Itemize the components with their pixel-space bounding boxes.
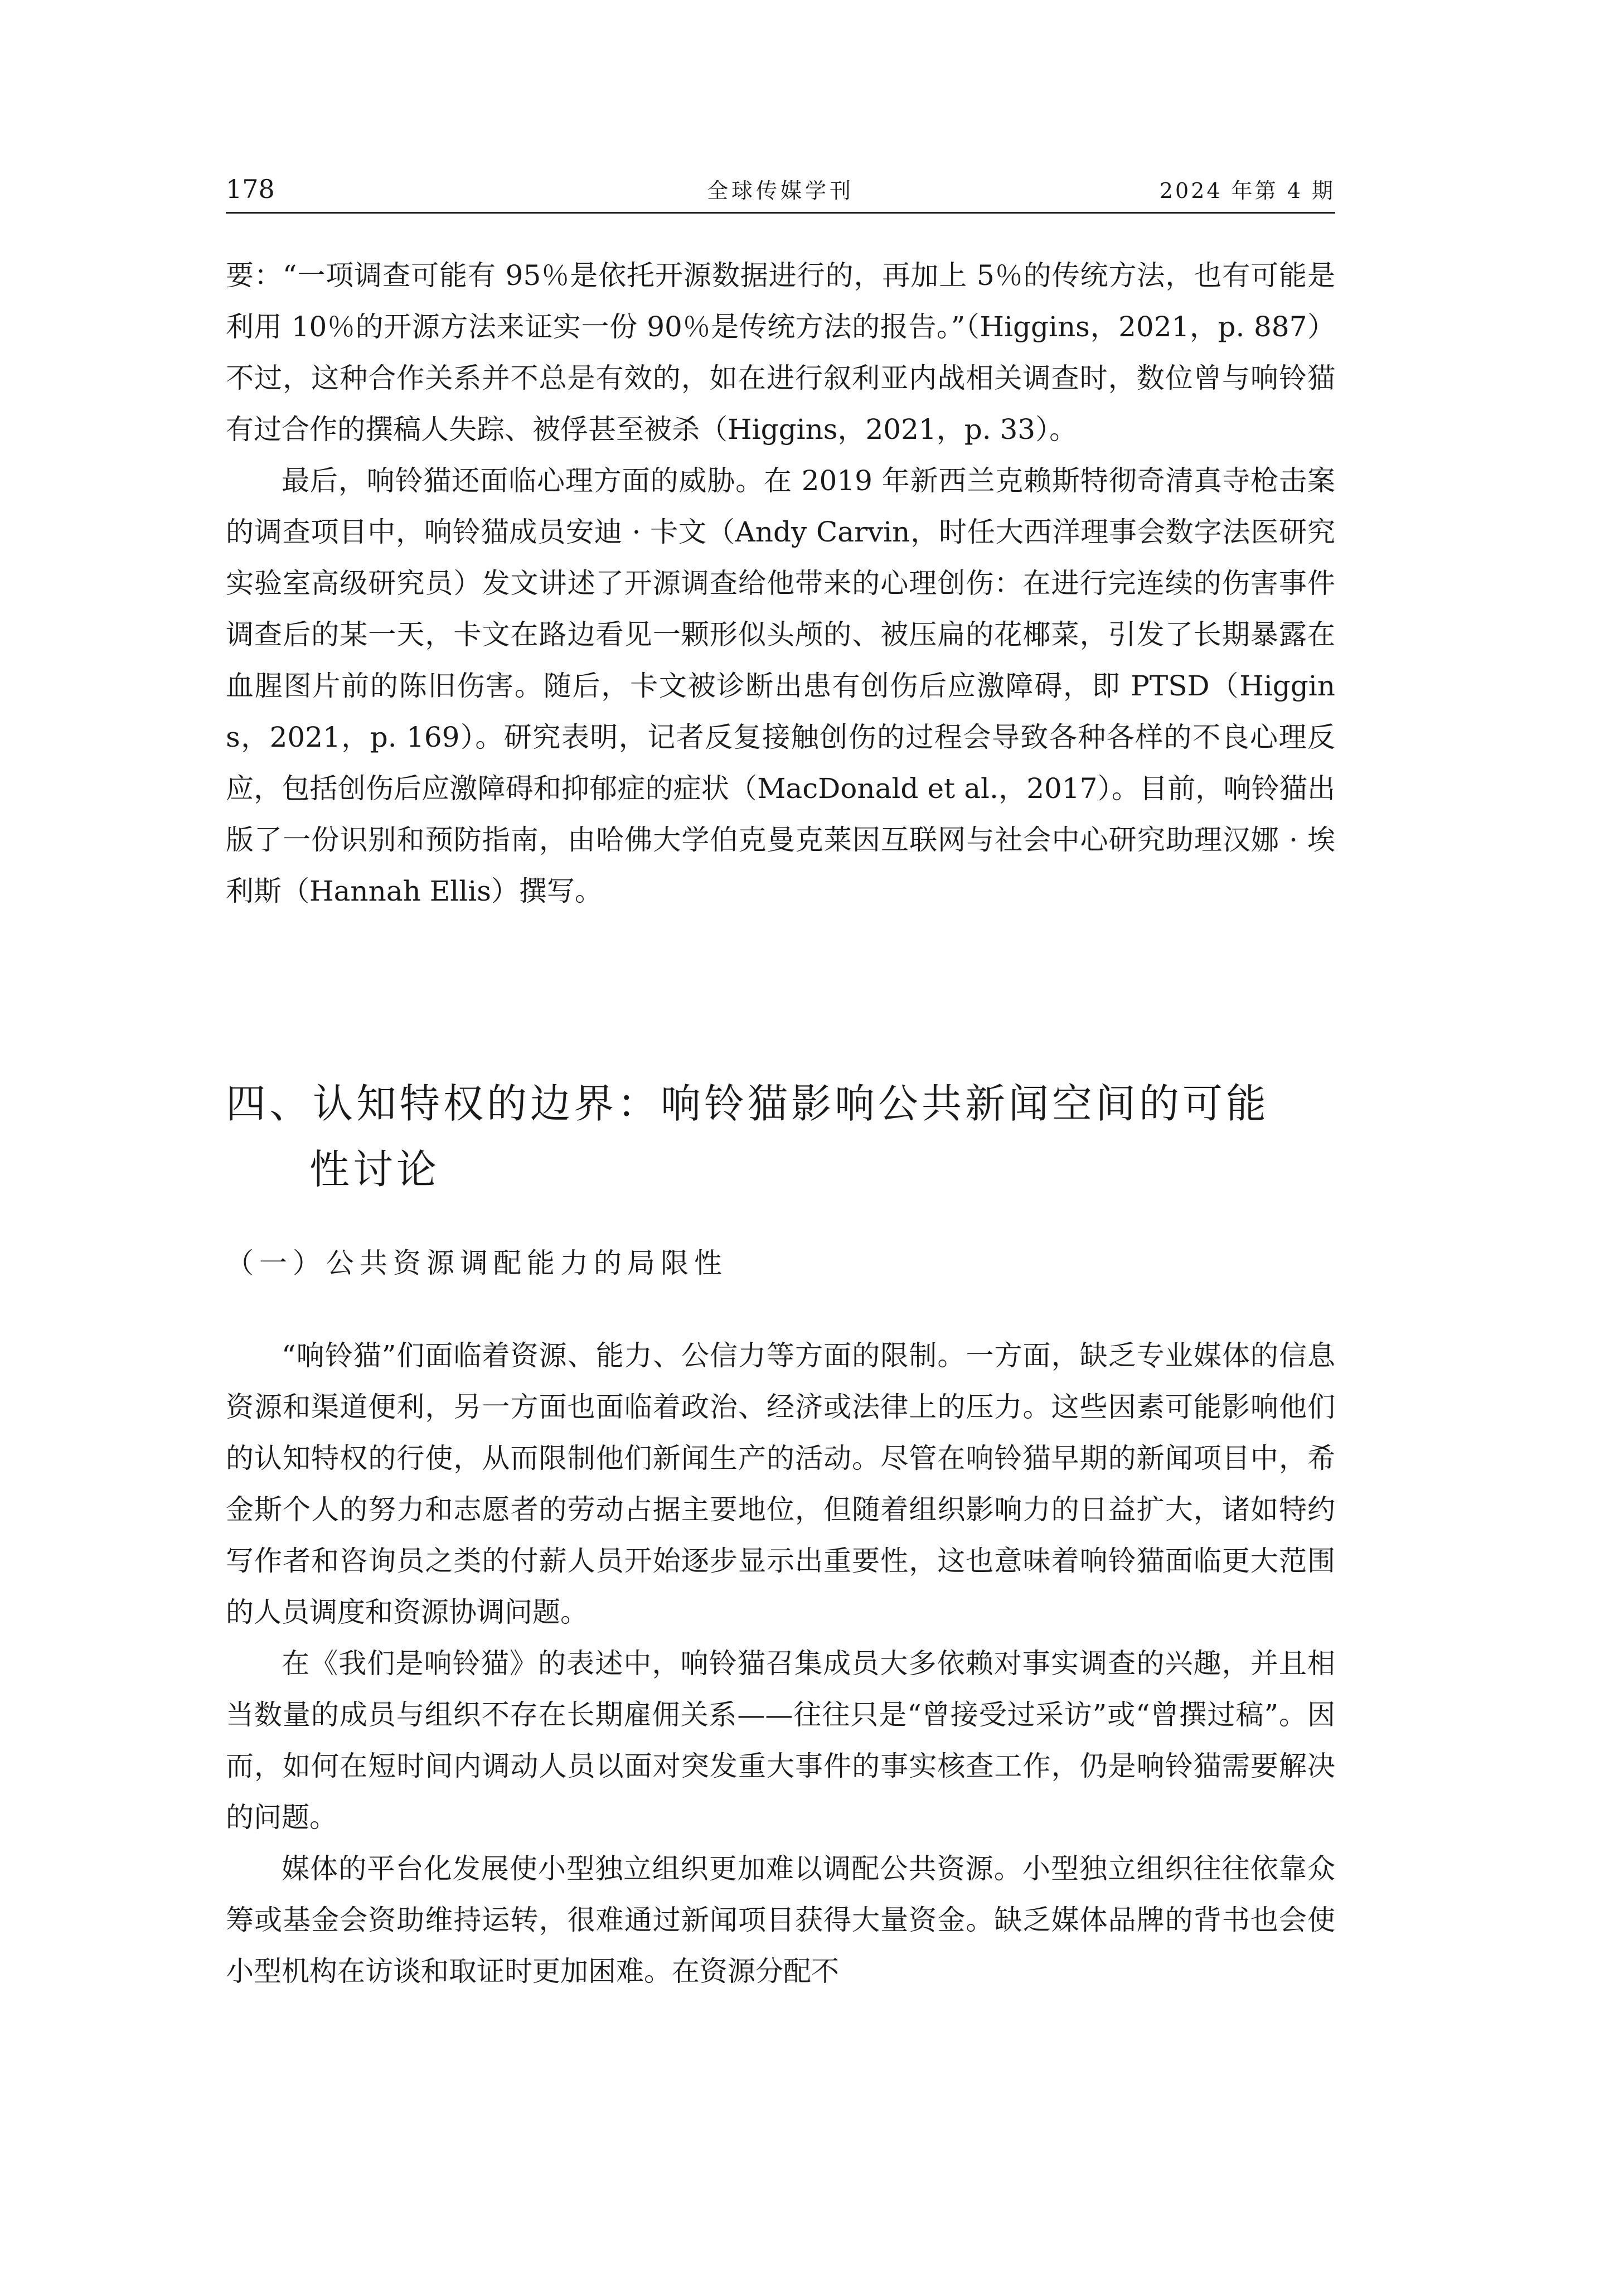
paragraph: 在《我们是响铃猫》的表述中，响铃猫召集成员大多依赖对事实调查的兴趣，并且相当数量的成员与组织不存在长期雇佣关系——往往只是“曾接受过采访”或“曾撰过稿”。因而，如何在短时间内调动人员以面对突发重大事件的事实核查工作，仍是响铃猫需要解决的问题。	[226, 1647, 1335, 1834]
body-text-top	[226, 250, 1335, 917]
section-heading-line: 四、认知特权的边界：响铃猫影响公共新闻空间的可能	[226, 1080, 1270, 1127]
section-heading	[226, 1071, 1335, 1202]
section-heading-line: 性讨论	[309, 1146, 440, 1193]
paragraph: 最后，响铃猫还面临心理方面的威胁。在 2019 年新西兰克赖斯特彻奇清真寺枪击案的调查项目中，响铃猫成员安迪 · 卡文（Andy Carvin，时任大西洋理事会数字法医研究实验室高级研究员）发文讲述了开源调查给他带来的心理创伤：在进行完连续的伤害事件调查后的某一天，卡文在路边看见一颗形似头颅的、被压扁的花椰菜，引发了长期暴露在血腥图片前的陈旧伤害。随后，卡文被诊断出患有创伤后应激障碍，即 PTSD（Higgins，2021，p. 169）。研究表明，记者反复接触创伤的过程会导致各种各样的不良心理反应，包括创伤后应激障碍和抑郁症的症状（MacDonald et al.，2017）。目前，响铃猫出版了一份识别和预防指南，由哈佛大学伯克曼克莱因互联网与社会中心研究助理汉娜 · 埃利斯（Hannah Ellis）撰写。	[226, 465, 1335, 907]
paragraph: 媒体的平台化发展使小型独立组织更加难以调配公共资源。小型独立组织往往依靠众筹或基金会资助维持运转，很难通过新闻项目获得大量资金。缺乏媒体品牌的背书也会使小型机构在访谈和取证时更加困难。在资源分配不	[226, 1852, 1335, 1987]
issue-label: 2024 年第 4 期	[1159, 178, 1335, 203]
paragraph: “响铃猫”们面临着资源、能力、公信力等方面的限制。一方面，缺乏专业媒体的信息资源和渠道便利，另一方面也面临着政治、经济或法律上的压力。这些因素可能影响他们的认知特权的行使，从而限制他们新闻生产的活动。尽管在响铃猫早期的新闻项目中，希金斯个人的努力和志愿者的劳动占据主要地位，但随着组织影响力的日益扩大，诸如特约写作者和咨询员之类的付薪人员开始逐步显示出重要性，这也意味着响铃猫面临更大范围的人员调度和资源协调问题。	[226, 1339, 1335, 1628]
paragraph: 要：“一项调查可能有 95％是依托开源数据进行的，再加上 5％的传统方法，也有可能是利用 10％的开源方法来证实一份 90％是传统方法的报告。”（Higgins，2021，p. 887）不过，这种合作关系并不总是有效的，如在进行叙利亚内战相关调查时，数位曾与响铃猫有过合作的撰稿人失踪、被俘甚至被杀（Higgins，2021，p. 33）。	[226, 259, 1335, 446]
journal-title: 全球传媒学刊	[706, 178, 854, 203]
page-number: 178	[226, 174, 275, 204]
subsection-heading: （一）公共资源调配能力的局限性	[226, 1247, 728, 1279]
running-header	[226, 167, 1335, 214]
body-text-bottom	[226, 1330, 1335, 1997]
